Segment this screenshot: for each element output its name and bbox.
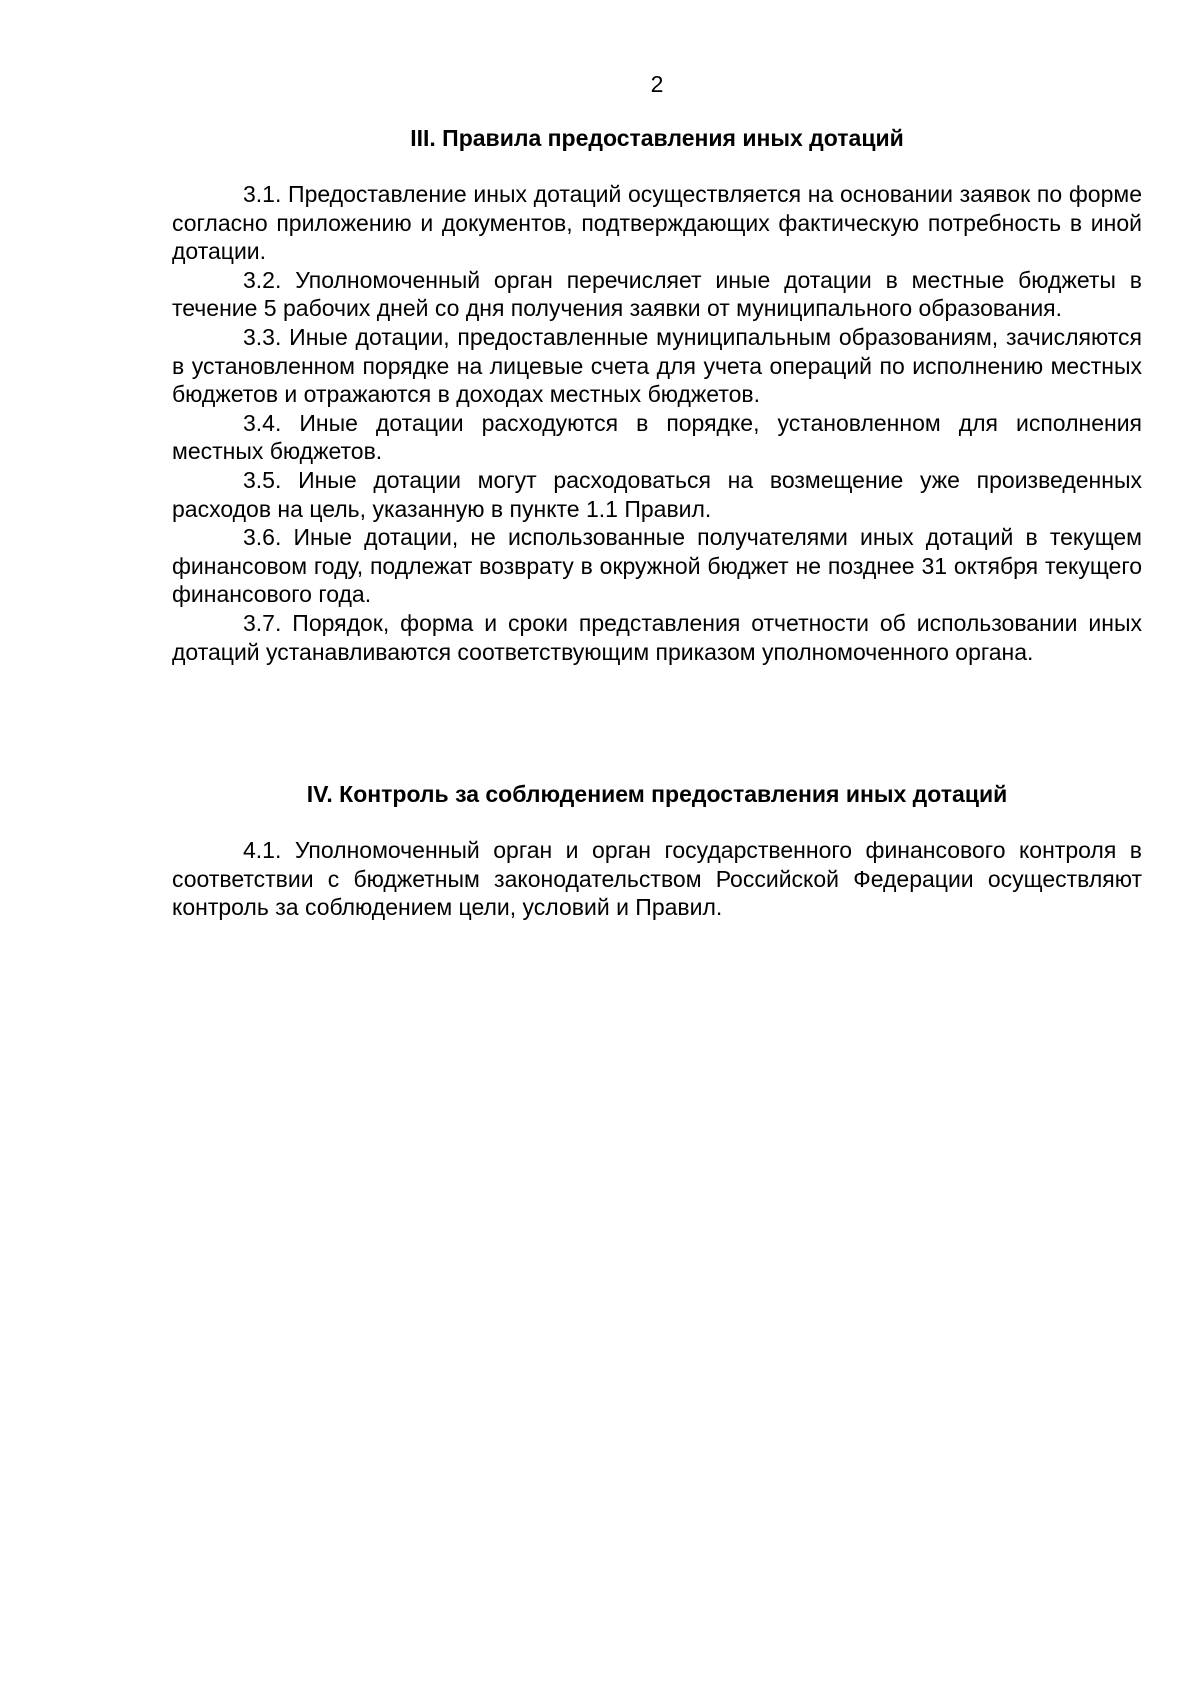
paragraph-3-4: 3.4. Иные дотации расходуются в порядке, установленном для исполнения местных бюджетов. [172,409,1142,465]
page-number: 2 [650,71,664,97]
paragraph-3-2: 3.2. Уполномоченный орган перечисляет иные дотации в местные бюджеты в течение 5 рабочих дней со дня получения заявки от муниципального образования. [172,266,1142,322]
paragraph-3-5: 3.5. Иные дотации могут расходоваться на возмещение уже произведенных расходов на цель, указанную в пункте 1.1 Правил. [172,466,1142,522]
section-iii [172,124,1142,666]
section-iv [172,780,1142,922]
paragraph-3-1: 3.1. Предоставление иных дотаций осуществляется на основании заявок по форме согласно приложению и документов, подтверждающих фактическую потребность в иной дотации. [172,181,1142,265]
paragraph-3-6: 3.6. Иные дотации, не использованные получателями иных дотаций в текущем финансовом году, подлежат возврату в окружной бюджет не позднее 31 октября текущего финансового года. [172,524,1142,608]
paragraph-4-1: 4.1. Уполномоченный орган и орган государственного финансового контроля в соответствии с бюджетным законодательством Российской Федерации осуществляют контроль за соблюдением цели, условий и Правил. [172,837,1142,921]
section-heading: III. Правила предоставления иных дотаций [410,125,904,151]
paragraph-3-7: 3.7. Порядок, форма и сроки представления отчетности об использовании иных дотаций устанавливаются соответствующим приказом уполномоченного органа. [172,609,1142,665]
paragraph-3-3: 3.3. Иные дотации, предоставленные муниципальным образованиям, зачисляются в установленном порядке на лицевые счета для учета операций по исполнению местных бюджетов и отражаются в доходах местных бюджетов. [172,323,1142,408]
section-heading: IV. Контроль за соблюдением предоставления иных дотаций [306,781,1008,807]
